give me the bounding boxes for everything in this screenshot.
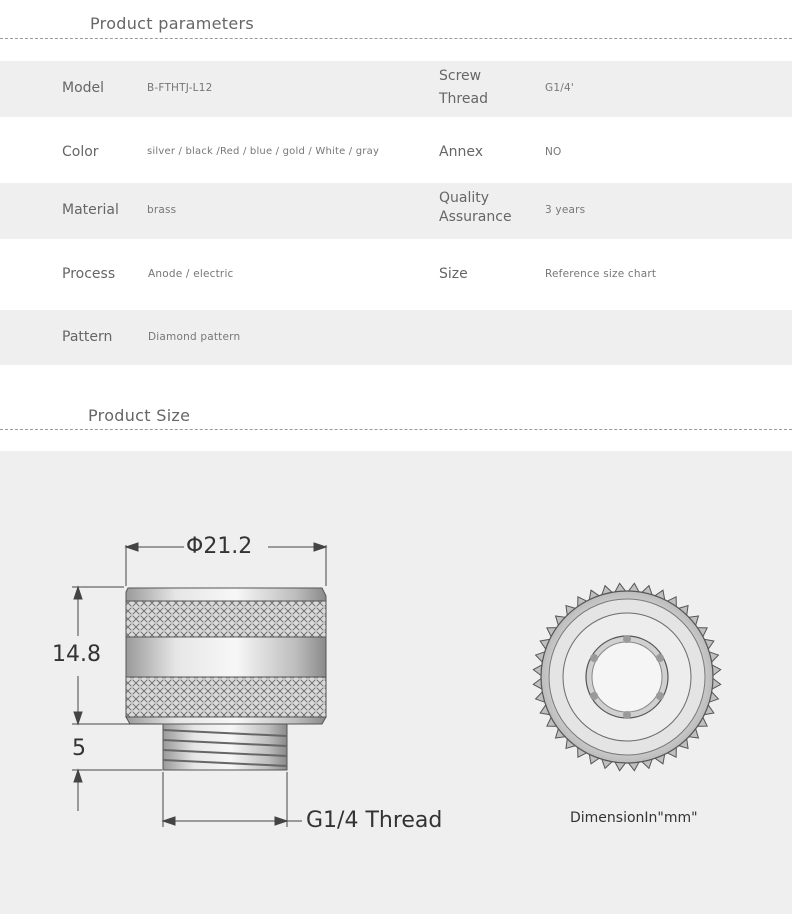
param-value: Anode / electric [148, 268, 234, 280]
param-label: Process [62, 266, 116, 282]
param-label-2: Quality Assurance [439, 190, 512, 225]
param-row-pattern [0, 310, 792, 365]
param-value-2: Reference size chart [545, 268, 657, 280]
inner-notch [656, 692, 664, 700]
param-label-2: Size [439, 266, 468, 282]
param-value-2: NO [545, 146, 562, 158]
parameters-title: Product parameters [90, 14, 255, 33]
param-value-2: 3 years [545, 204, 586, 216]
unit-label: DimensionIn"mm" [570, 810, 698, 826]
param-label-2: Screw Thread [439, 68, 488, 107]
param-value-2: G1/4' [545, 82, 574, 94]
param-row-process [0, 239, 792, 310]
parameters-divider [0, 38, 792, 39]
inner-notch [623, 635, 631, 643]
inner-notch [590, 654, 598, 662]
thread-label: G1/4 Thread [306, 808, 443, 833]
param-value: B-FTHTJ-L12 [147, 82, 213, 94]
size-divider [0, 429, 792, 430]
param-label: Color [62, 144, 99, 160]
size-diagram [0, 451, 792, 914]
param-value: brass [147, 204, 177, 216]
inner-notch [623, 711, 631, 719]
size-diagram-panel [0, 451, 792, 914]
param-label: Model [62, 80, 105, 96]
thread-length-label: 5 [72, 736, 86, 761]
height-label: 14.8 [52, 642, 101, 667]
fitting-side-view [126, 588, 326, 770]
param-value: silver / black /Red / blue / gold / White / gray [147, 146, 380, 157]
param-row-color [0, 117, 792, 183]
inner-notch [656, 654, 664, 662]
fitting-front-view [533, 583, 720, 770]
param-row-model [0, 61, 792, 117]
param-label: Material [62, 202, 119, 218]
diameter-label: Φ21.2 [186, 534, 253, 559]
param-value: Diamond pattern [148, 331, 241, 343]
param-label: Pattern [62, 329, 113, 345]
param-label-2: Annex [439, 144, 483, 160]
inner-notch [590, 692, 598, 700]
param-row-material [0, 183, 792, 239]
size-title: Product Size [88, 406, 191, 425]
